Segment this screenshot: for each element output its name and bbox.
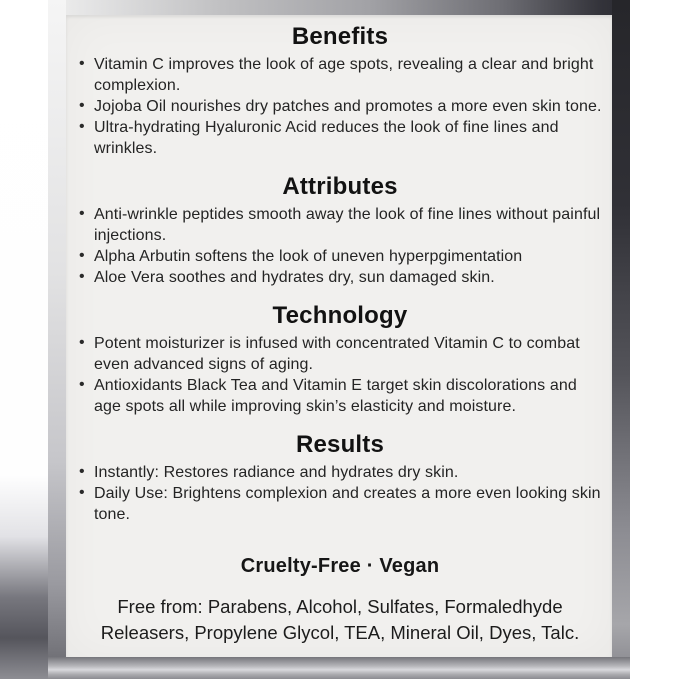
box-edge-left bbox=[48, 0, 66, 679]
bullet-item: • Jojoba Oil nourishes dry patches and promotes a more even skin tone. bbox=[78, 96, 602, 117]
label-card bbox=[66, 15, 612, 657]
background-left-shadow bbox=[0, 0, 50, 679]
bullet-item: • Antioxidants Black Tea and Vitamin E target skin discolorations and age spots all while improving skin’s elasticity and moisture. bbox=[78, 375, 602, 417]
bullet-item: • Alpha Arbutin softens the look of uneven hyperpgimentation bbox=[78, 246, 602, 267]
box-edge-top bbox=[48, 0, 630, 15]
bullet-item: • Aloe Vera soothes and hydrates dry, sun damaged skin. bbox=[78, 267, 602, 288]
product-box bbox=[48, 0, 630, 679]
section-title-attributes: Attributes bbox=[282, 173, 398, 200]
section-title-technology: Technology bbox=[272, 302, 408, 329]
results-bullet-list bbox=[78, 462, 602, 525]
section-benefits bbox=[78, 23, 602, 159]
bullet-item: • Anti-wrinkle peptides smooth away the look of fine lines without painful injections. bbox=[78, 204, 602, 246]
bullet-item: • Ultra-hydrating Hyaluronic Acid reduces the look of fine lines and wrinkles. bbox=[78, 117, 602, 159]
box-edge-right bbox=[612, 0, 630, 679]
section-title-results: Results bbox=[295, 431, 385, 458]
section-results bbox=[78, 431, 602, 525]
bullet-item: • Potent moisturizer is infused with concentrated Vitamin C to combat even advanced signs of aging. bbox=[78, 333, 602, 375]
section-attributes bbox=[78, 173, 602, 288]
free-from-text: Free from: Parabens, Alcohol, Sulfates, Formaledhyde Releasers, Propylene Glycol, TEA, Mineral Oil, Dyes, Talc. bbox=[100, 596, 580, 643]
bullet-item: • Daily Use: Brightens complexion and creates a more even looking skin tone. bbox=[78, 483, 602, 525]
bullet-item: • Instantly: Restores radiance and hydrates dry skin. bbox=[78, 462, 602, 483]
attributes-bullet-list bbox=[78, 204, 602, 288]
technology-bullet-list bbox=[78, 333, 602, 417]
section-technology bbox=[78, 302, 602, 417]
box-edge-bottom bbox=[48, 657, 630, 679]
badges-line: Cruelty-Free · Vegan bbox=[240, 555, 440, 577]
section-title-benefits: Benefits bbox=[291, 23, 389, 50]
bullet-item: • Vitamin C improves the look of age spots, revealing a clear and bright complexion. bbox=[78, 54, 602, 96]
benefits-bullet-list bbox=[78, 54, 602, 159]
